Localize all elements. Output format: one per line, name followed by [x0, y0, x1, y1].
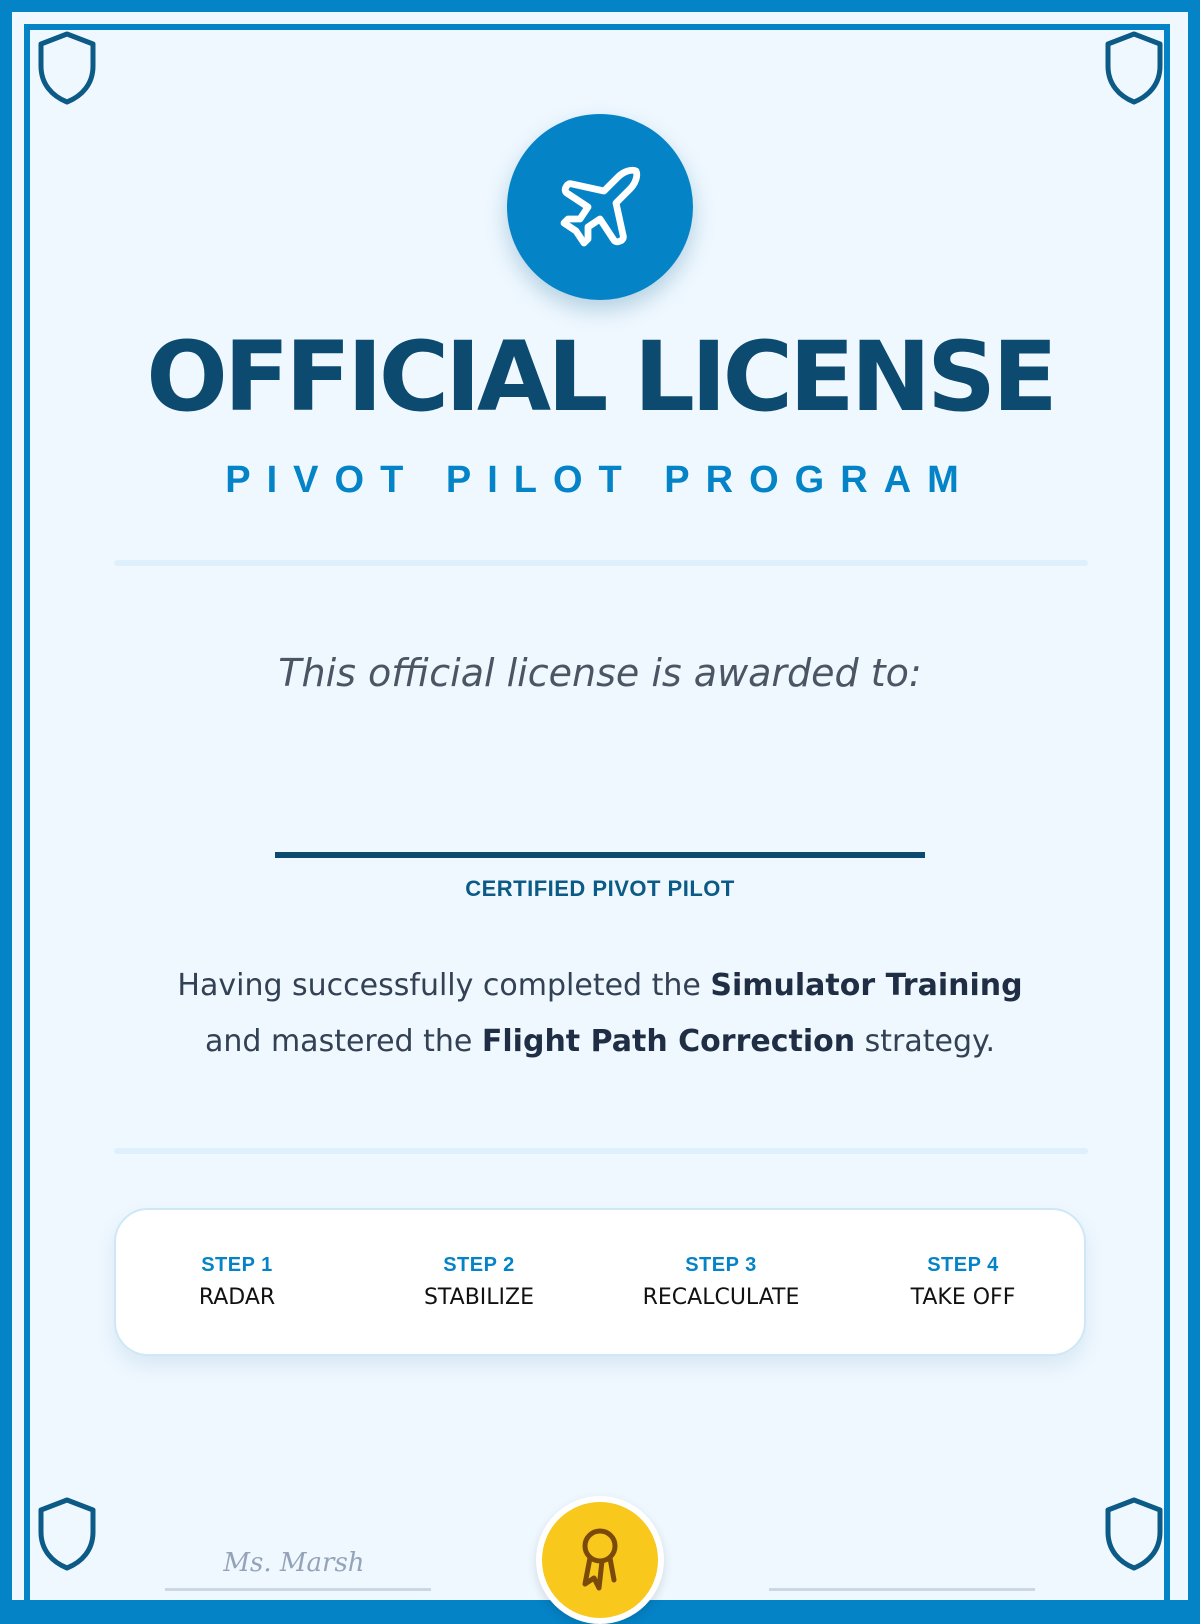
certificate-title: OFFICIAL LICENSE [146, 321, 1054, 433]
step-item [842, 1210, 1084, 1354]
step-item [600, 1210, 842, 1354]
step-number: STEP 1 [201, 1254, 273, 1276]
shield-icon [1103, 1496, 1165, 1572]
airplane-icon [552, 159, 648, 255]
step-number: STEP 3 [685, 1254, 757, 1276]
statement-bold-strategy: Flight Path Correction [481, 1024, 856, 1059]
statement-text: Having successfully completed the [177, 968, 711, 1003]
statement-text: and mastered the [204, 1024, 482, 1059]
signature-right [769, 1543, 1035, 1591]
shield-icon [1103, 30, 1165, 106]
steps-panel [114, 1208, 1086, 1356]
program-subtitle: PIVOT PILOT PROGRAM [225, 459, 975, 501]
divider [114, 1148, 1088, 1154]
emblem-badge [507, 114, 693, 300]
award-seal [536, 1496, 664, 1624]
shield-icon [36, 1496, 98, 1572]
step-number: STEP 4 [927, 1254, 999, 1276]
step-name: STABILIZE [423, 1285, 535, 1310]
awarded-text: This official license is awarded to: [278, 651, 922, 695]
statement-text: strategy. [855, 1024, 996, 1059]
signature-left [165, 1543, 431, 1591]
step-name: RADAR [198, 1285, 276, 1310]
shield-icon [36, 30, 98, 106]
step-item [116, 1210, 358, 1354]
step-name: RECALCULATE [642, 1285, 800, 1310]
step-number: STEP 2 [443, 1254, 515, 1276]
statement-bold-training: Simulator Training [710, 968, 1023, 1003]
divider [114, 560, 1088, 566]
completion-statement [120, 958, 1080, 1070]
role-label: CERTIFIED PIVOT PILOT [465, 876, 735, 901]
recipient-name-line [275, 852, 925, 858]
signature-name: Ms. Marsh [223, 1548, 365, 1578]
step-item [358, 1210, 600, 1354]
award-ribbon-icon [572, 1526, 628, 1594]
step-name: TAKE OFF [910, 1285, 1016, 1310]
